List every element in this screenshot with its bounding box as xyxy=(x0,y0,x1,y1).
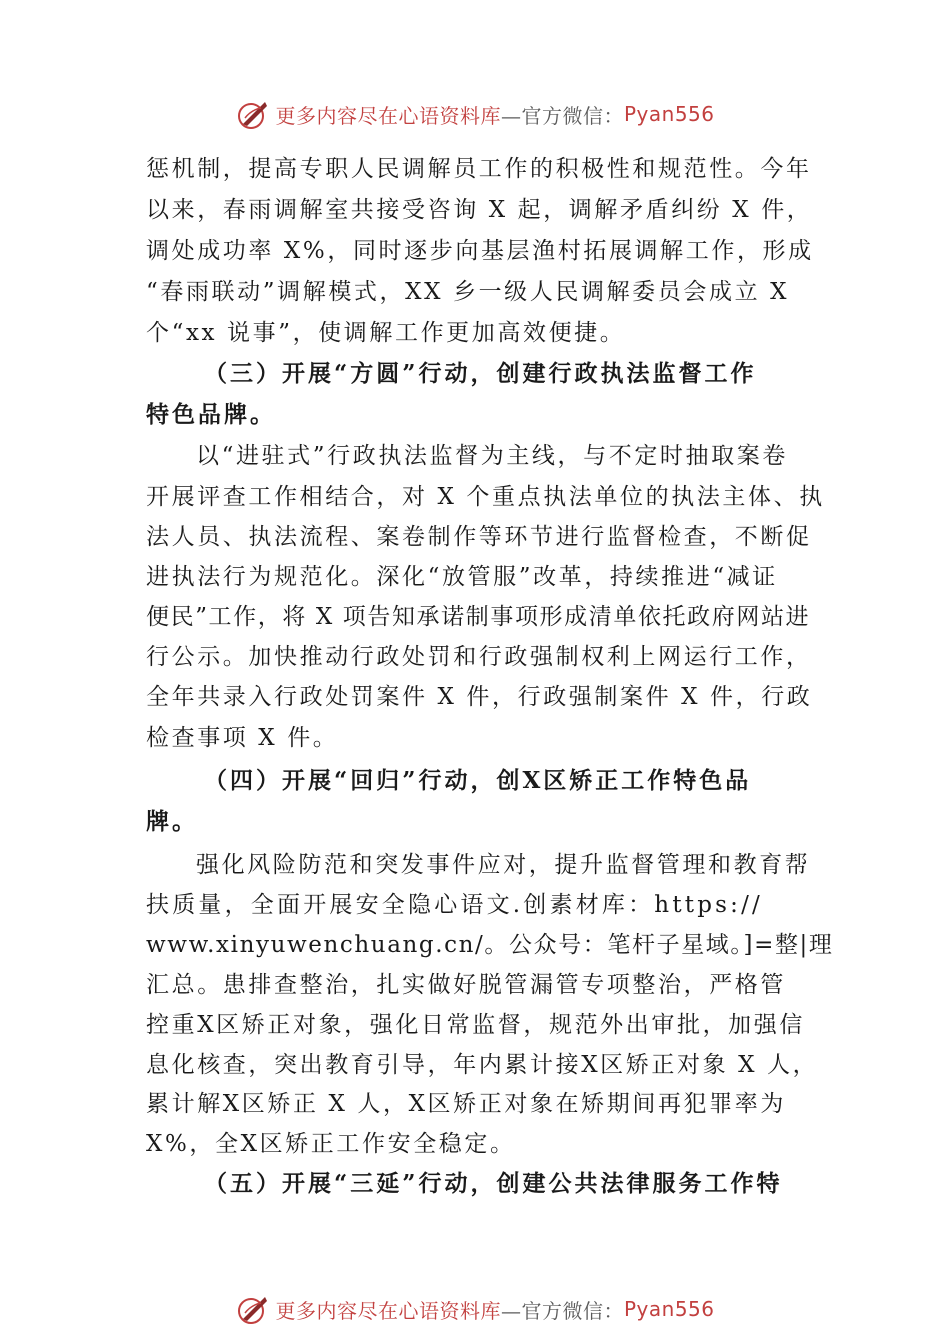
text-line: 进执法行为规范化。深化“放管服”改革，持续推进“减证 xyxy=(146,564,778,590)
text-line: 便民”工作，将 X 项告知承诺制事项形成清单依托政府网站进 xyxy=(146,604,811,630)
text-line: 法人员、执法流程、案卷制作等环节进行监督检查，不断促 xyxy=(146,524,812,550)
section-heading-3: （三）开展“方圆”行动，创建行政执法监督工作 xyxy=(204,360,757,387)
quill-logo-icon xyxy=(235,1291,271,1327)
text-line: 全年共录入行政处罚案件 X 件，行政强制案件 X 件，行政 xyxy=(146,684,813,710)
banner-wechat-id: Pyan556 xyxy=(623,102,715,126)
text-line: 累计解X区矫正 X 人，X区矫正对象在矫期间再犯罪率为 xyxy=(146,1091,786,1117)
banner-wechat-id: Pyan556 xyxy=(623,1297,715,1321)
section-heading-3-cont: 特色品牌。 xyxy=(146,401,276,428)
text-line: 息化核查，突出教育引导，年内累计接X区矫正对象 X 人， xyxy=(146,1052,819,1078)
text-line: 调处成功率 X%，同时逐步向基层渔村拓展调解工作，形成 xyxy=(146,238,814,264)
banner-wechat-label: —官方微信： xyxy=(500,103,624,128)
text-line: 扶质量，全面开展安全隐心语文.创素材库：https:// xyxy=(146,892,763,918)
paragraph-start: 以“进驻式”行政执法监督为主线，与不定时抽取案卷 xyxy=(196,443,788,469)
text-line: 惩机制，提高专职人民调解员工作的积极性和规范性。今年 xyxy=(146,156,812,182)
text-line: 个“xx 说事”，使调解工作更加高效便捷。 xyxy=(146,320,626,346)
banner-title: 更多内容尽在心语资料库 xyxy=(275,1298,501,1323)
text-line: X%，全X区矫正工作安全稳定。 xyxy=(146,1131,516,1157)
text-line: 开展评查工作相结合，对 X 个重点执法单位的执法主体、执 xyxy=(146,484,825,510)
footer-banner xyxy=(0,1289,950,1329)
section-heading-5: （五）开展“三延”行动，创建公共法律服务工作特 xyxy=(204,1170,783,1197)
text-line: “春雨联动”调解模式，XX 乡一级人民调解委员会成立 X xyxy=(146,279,790,305)
text-line: 汇总。患排查整治，扎实做好脱管漏管专项整治，严格管 xyxy=(146,972,786,998)
text-line: www.xinyuwenchuang.cn/。公众号：笔杆子星域。]=整|理 xyxy=(146,932,834,958)
section-heading-4: （四）开展“回归”行动，创X区矫正工作特色品 xyxy=(204,767,752,794)
paragraph-start: 强化风险防范和突发事件应对，提升监督管理和教育帮 xyxy=(196,852,811,878)
banner-title: 更多内容尽在心语资料库 xyxy=(275,103,501,128)
quill-logo-icon xyxy=(235,96,271,132)
text-line: 以来，春雨调解室共接受咨询 X 起，调解矛盾纠纷 X 件， xyxy=(146,197,813,223)
section-heading-4-cont: 牌。 xyxy=(146,808,198,835)
banner-wechat-label: —官方微信： xyxy=(500,1298,624,1323)
text-line: 检查事项 X 件。 xyxy=(146,725,339,751)
text-line: 控重X区矫正对象，强化日常监督，规范外出审批，加强信 xyxy=(146,1012,805,1038)
text-line: 行公示。加快推动行政处罚和行政强制权利上网运行工作， xyxy=(146,644,812,670)
header-banner xyxy=(0,94,950,134)
